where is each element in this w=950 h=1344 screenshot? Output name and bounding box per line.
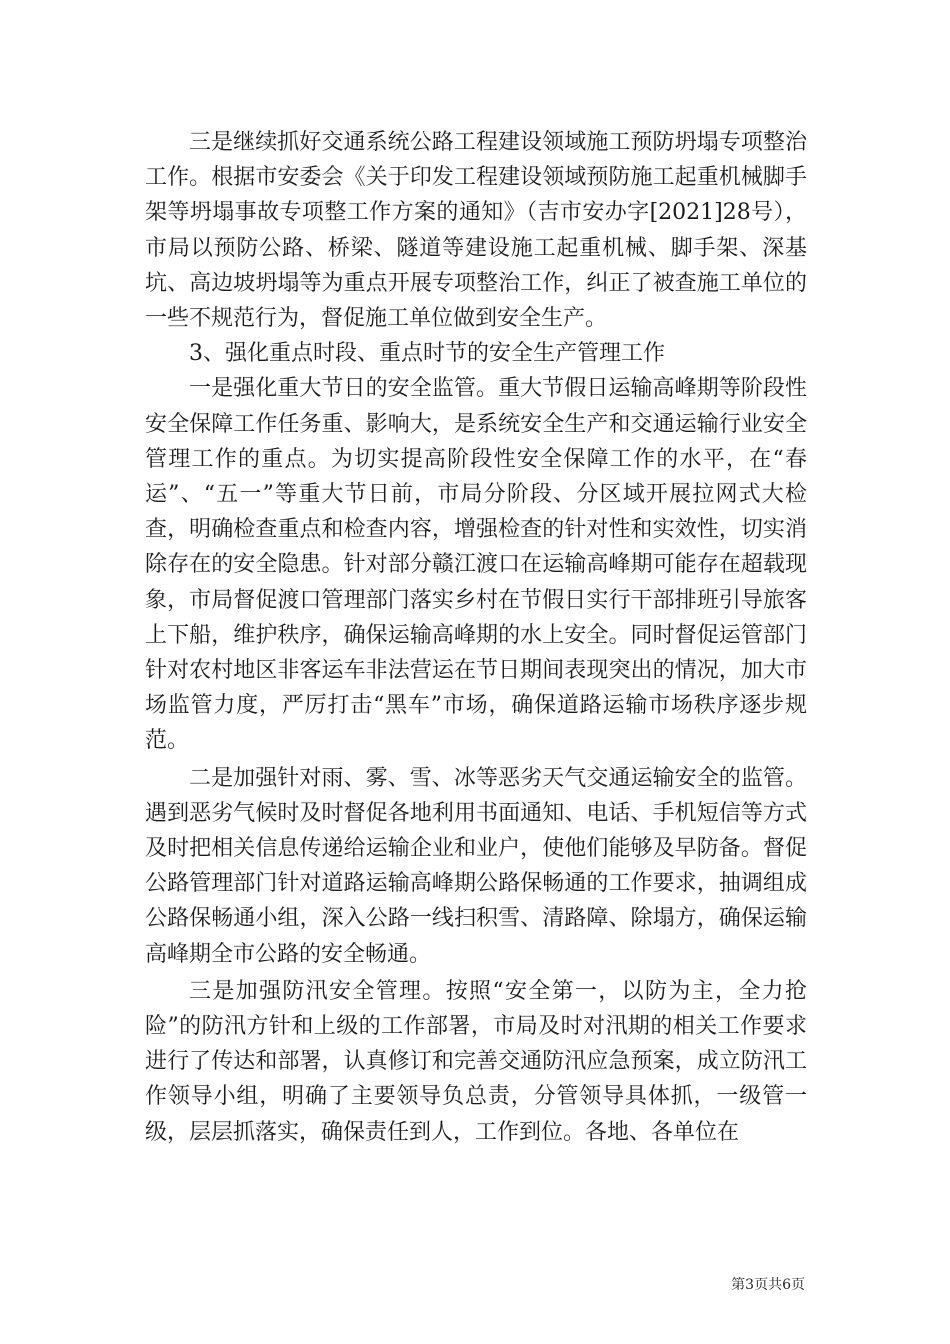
paragraph-flood-control: 三是加强防汛安全管理。按照“安全第一，以防为主，全力抢险”的防汛方针和上级的工作部署，市局及时对汛期的相关工作要求进行了传达和部署，认真修订和完善交通防汛应急预案，成立防汛工作领导小组，明确了主要领导负总责，分管领导具体抓，一级管一级，层层抓落实，确保责任到人，工作到位。各地、各单位在	[145, 978, 807, 1145]
section-heading-key-periods: 3、强化重点时段、重点时节的安全生产管理工作	[189, 341, 665, 367]
document-body	[145, 125, 807, 1150]
page-number-footer: 第3页共6页	[731, 1277, 805, 1293]
paragraph-bad-weather: 二是加强针对雨、雾、雪、冰等恶劣天气交通运输安全的监管。遇到恶劣气候时及时督促各地利用书面通知、电话、手机短信等方式及时把相关信息传递给运输企业和业户，使他们能够及早防备。督促公路管理部门针对道路运输高峰期公路保畅通的工作要求，抽调组成公路保畅通小组，深入公路一线扫积雪、清路障、除塌方，确保运输高峰期全市公路的安全畅通。	[145, 765, 807, 967]
paragraph-collapse-prevention: 三是继续抓好交通系统公路工程建设领域施工预防坍塌专项整治工作。根据市安委会《关于印发工程建设领域预防施工起重机械脚手架等坍塌事故专项整工作方案的通知》（吉市安办字[2021]28号），市局以预防公路、桥梁、隧道等建设施工起重机械、脚手架、深基坑、高边坡坍塌等为重点开展专项整治工作，纠正了被查施工单位的一些不规范行为，督促施工单位做到安全生产。	[145, 130, 807, 332]
paragraph-holiday-supervision: 一是强化重大节日的安全监管。重大节假日运输高峰期等阶段性安全保障工作任务重、影响大，是系统安全生产和交通运输行业安全管理工作的重点。为切实提高阶段性安全保障工作的水平，在“春运”、“五一”等重大节日前，市局分阶段、分区域开展拉网式大检查，明确检查重点和检查内容，增强检查的针对性和实效性，切实消除存在的安全隐患。针对部分赣江渡口在运输高峰期可能存在超载现象，市局督促渡口管理部门落实乡村在节假日实行干部排班引导旅客上下船，维护秩序，确保运输高峰期的水上安全。同时督促运管部门针对农村地区非客运车非法营运在节日期间表现突出的情况，加大市场监管力度，严厉打击“黑车”市场，确保道路运输市场秩序逐步规范。	[145, 376, 807, 754]
